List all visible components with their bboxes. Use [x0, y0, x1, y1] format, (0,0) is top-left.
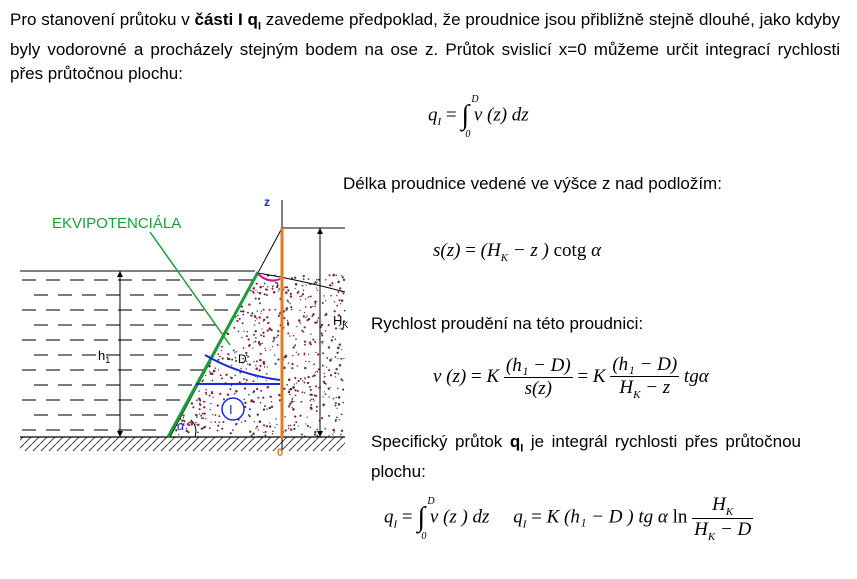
equation-specific-flow: $q_I$ = ∫ D 0 v (z ) dz $q_I = K$ (h₁ − D ) tg α ln $\frac{H_K}{H_K - D}$	[384, 494, 752, 543]
equation-streamline-length: $s(z) = (H_K - z$ ) cotg α	[433, 240, 602, 264]
velocity-text: Rychlost proudění na této proudnici:	[371, 314, 644, 333]
h1-label: $h_1$	[98, 348, 111, 365]
zero-label: 0	[277, 447, 284, 459]
dam-seepage-diagram	[0, 180, 360, 470]
region-i-label: I	[229, 402, 233, 417]
equation-velocity: v (z) = K $\frac{\text{(h₁ − D)}}{s(z)}$ = K $\frac{\text{(h₁ − D)}}{H_K - z}$ tgα	[433, 354, 709, 401]
region-i-circle	[222, 398, 244, 420]
specific-text: Specifický průtok $q_I$ je integrál rychlosti přes průtočnou plochu:	[371, 432, 801, 482]
hk-label: $H_K$	[333, 313, 349, 330]
soil-body	[170, 276, 345, 436]
impervious-base	[20, 437, 345, 451]
ekvipotenciala-label: EKVIPOTENCIÁLA	[52, 215, 182, 232]
length-text: Délka proudnice vedené ve výšce z nad podložím:	[343, 174, 722, 193]
integral-sign: ∫ D 0	[461, 94, 479, 140]
intro-bold: části I $q_I$	[194, 10, 262, 33]
alpha-label: α	[177, 418, 185, 433]
d-label: D	[238, 352, 247, 366]
intro-paragraph: Pro stanovení průtoku v části I $q_I$ zavedeme předpoklad, že proudnice jsou přibližně stejně dlouhé, jako kdyby byly vodorovné a procházely stejným bodem na ose z. Průtok svislicí x=0 můžeme určit integrací rychlosti přes průtočnou plochu:	[10, 10, 840, 84]
equation-flow-integral: $q_I$ = ∫ D 0 v (z) dz	[428, 94, 529, 140]
z-axis-label: z	[264, 195, 270, 209]
